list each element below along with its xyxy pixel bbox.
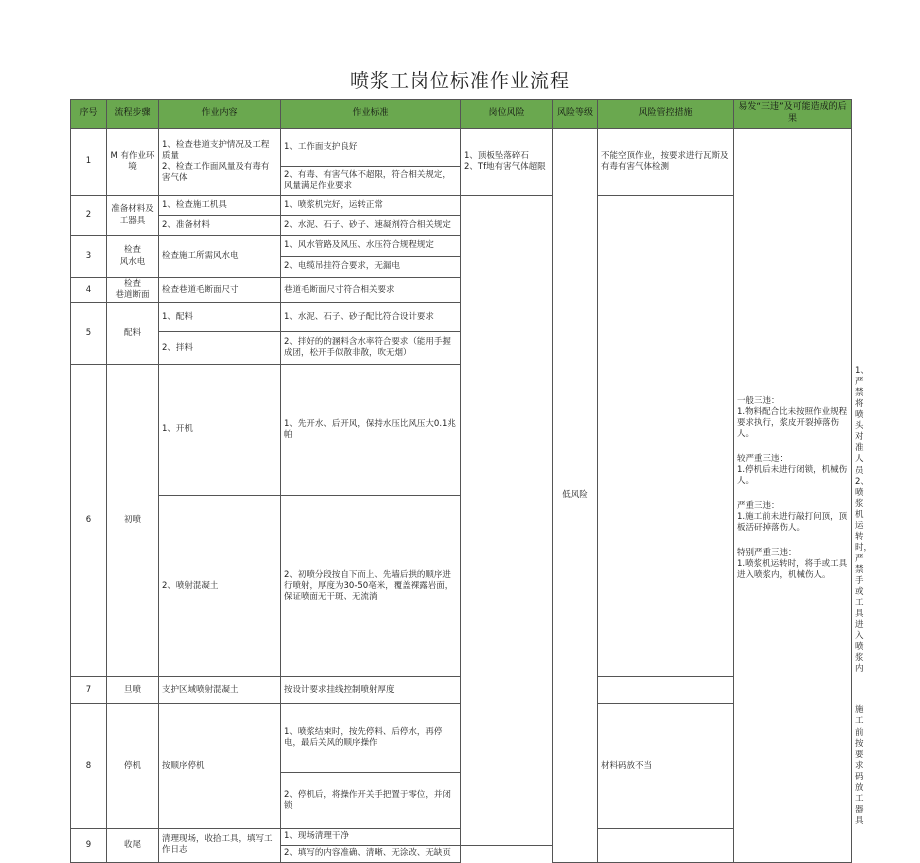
header-measure: 风险管控措施 [598, 100, 734, 129]
row-standard: 1、喷浆机完好，运转正常 [281, 196, 461, 216]
header-no: 序号 [71, 100, 107, 129]
header-content: 作业内容 [159, 100, 281, 129]
row-standard: 2、停机后，将操作开关手把置于零位，并闭锁 [281, 773, 461, 829]
row-content: 清理现场，收拾工具，填写工作日志 [159, 828, 281, 862]
row-content: 1、检查施工机具 [159, 196, 281, 216]
row-standard: 2、初喷分段按自下而上、先墙后拱的顺序进行喷射，厚度为30-50亳米，覆盖裸露岩面，保证喷面无干斑、无流淌 [281, 495, 461, 676]
row-content: 2、拌料 [159, 332, 281, 365]
row-standard: 2、填写的内容准确、清晰、无涂改、无缺页 [281, 845, 461, 862]
header-step: 流程步骤 [107, 100, 159, 129]
row-step: 准备材料及工器具 [107, 196, 159, 236]
row-standard: 2、拌好的的溷料含水率符合要求（能用手握成团，松开手似散非散，吹无烟） [281, 332, 461, 365]
table-row [71, 129, 852, 167]
violation-label: 严重三违： [737, 500, 780, 511]
content-line: 2、检查工作面风量及有毒有害气体 [162, 162, 270, 184]
row-step: 配料 [107, 303, 159, 365]
header-row [71, 100, 852, 129]
row-no: 6 [71, 365, 107, 677]
row-risk-empty [461, 196, 553, 846]
row-standard: 按设计要求挂线控制喷射厚度 [281, 677, 461, 704]
row-step: 旦喷 [107, 677, 159, 704]
violation-label: 特别严重三违： [737, 548, 797, 559]
row-content: 支护区域喷射混凝土 [159, 677, 281, 704]
row-no: 9 [71, 828, 107, 862]
row-step: 停机 [107, 704, 159, 829]
row-risk-empty [598, 828, 734, 862]
row-content: 1、开机 [159, 365, 281, 496]
row-standard: 1、现场清理干净 [281, 828, 461, 845]
violation-text: 1.施工前未进行敲打问顶，顶板活矸掉落伤人。 [737, 512, 848, 534]
row-risk: 1、顶板坠落碎石 2、Tf地有害气体超限 [461, 129, 553, 196]
row-measure-empty [598, 677, 734, 704]
row-no: 8 [71, 704, 107, 829]
row-standard: 2、电缆吊挂符合要求，无漏电 [281, 257, 461, 278]
row-step: 检査 风水电 [107, 236, 159, 278]
violation-label: 较严重三违： [737, 453, 789, 464]
row-content: 2、准备材料 [159, 216, 281, 236]
row-content: 检查施工所需风水电 [159, 236, 281, 278]
row-step: 初喷 [107, 365, 159, 677]
risk-level: 低风险 [553, 129, 598, 863]
row-standard: 2、水泥、石子、砂子、速凝剂符合相关规定 [281, 216, 461, 236]
violations-cell [734, 129, 852, 863]
header-violations: 易发“三违”及可能造成的后果 [734, 100, 852, 129]
row-content: 2、喷射混凝土 [159, 495, 281, 676]
row-no: 5 [71, 303, 107, 365]
row-no: 2 [71, 196, 107, 236]
row-no: 1 [71, 129, 107, 196]
row-measure-empty [598, 196, 734, 677]
row-standard: 2、有毒、有害气体不超限，符合相关规定，风量满足作业要求 [281, 167, 461, 196]
table-row: 8 停机 按顺序停机 1、喷浆结束时，按先停料、后停水，再停电，最后关风的顺序操作 材料码放不当 施工前按要求码放工器具 [71, 704, 852, 773]
row-step: 收尾 [107, 828, 159, 862]
row-step: M 有作业环境 [107, 129, 159, 196]
row-content: 按顺序停机 [159, 704, 281, 829]
row-standard: 1、工作面支护良好 [281, 129, 461, 167]
row-risk: 材料码放不当 [598, 704, 734, 829]
row-standard: 1、水泥、石子、砂子配比符合设计要求 [281, 303, 461, 332]
header-level: 风险等级 [553, 100, 598, 129]
violation-text: 1.物料配合比未按照作业规程要求执行，浆皮开裂掉落伤人。 [737, 406, 848, 439]
row-no: 7 [71, 677, 107, 704]
header-risk: 岗位风险 [461, 100, 553, 129]
row-content: 1、配料 [159, 303, 281, 332]
row-content: 检查巷道毛断面尺寸 [159, 278, 281, 303]
violation-text: 1.停机后未进行闭锁，机械伤人。 [737, 464, 848, 486]
page-title: 喷浆工岗位标准作业流程 [349, 70, 570, 92]
row-no: 3 [71, 236, 107, 278]
row-standard: 1、风水管路及风压、水压符合规程规定 [281, 236, 461, 257]
header-standard: 作业标准 [281, 100, 461, 129]
row-no: 4 [71, 278, 107, 303]
row-standard: 1、喷浆结束时，按先停料、后停水，再停电，最后关风的顺序操作 [281, 704, 461, 773]
row-step: 检査 巷道断面 [107, 278, 159, 303]
row-standard: 巷道毛断面尺寸符合相关要求 [281, 278, 461, 303]
content-line: 1、检查巷道支护情况及工程质量 [162, 139, 270, 161]
row-content [159, 129, 281, 196]
row-measure: 不能空顶作业，按要求进行瓦斯及有毒有害气体检测 [598, 129, 734, 196]
violation-label: 一般三违： [737, 395, 780, 406]
workflow-table [70, 99, 873, 863]
table-row: 6 初喷 1、开机 1、先开水、后开风，保持水压比风压大0.1兆帕 1、严禁将喷头对准人员 2、喷浆机运转时，严禁手或工具进入喷浆内 [71, 365, 852, 496]
violation-text: 1.喷浆机运转时，将手或工具进入喷浆内，机械伤人。 [737, 559, 848, 581]
row-standard: 1、先开水、后开风，保持水压比风压大0.1兆帕 [281, 365, 461, 496]
